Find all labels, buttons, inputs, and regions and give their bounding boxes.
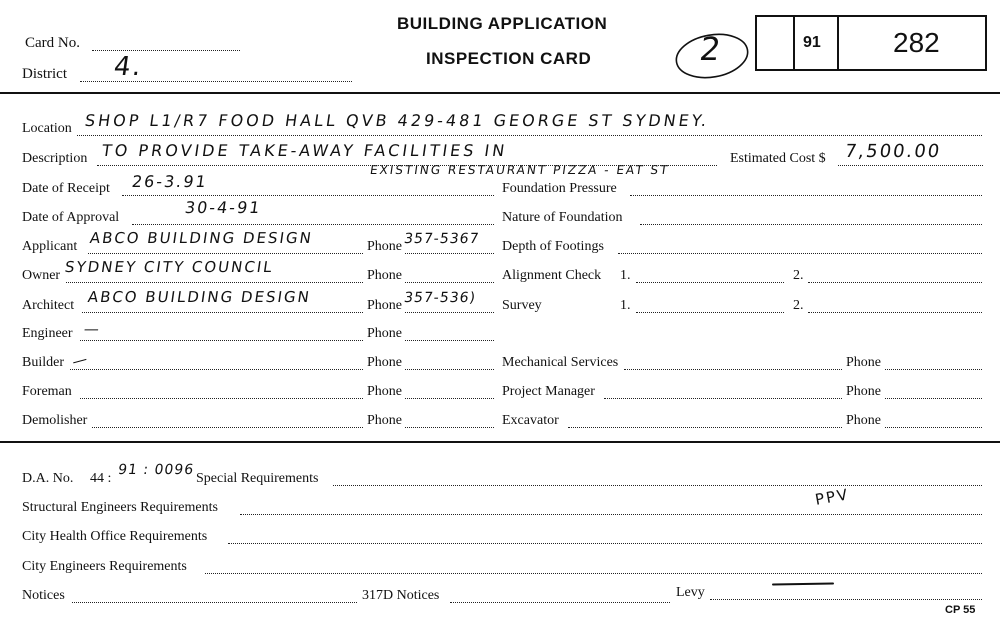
survey-2-label: 2.: [793, 298, 804, 313]
notices-317d-line: [450, 602, 670, 603]
foreman-line: [80, 398, 363, 399]
demolisher-line: [92, 427, 363, 428]
foundation-pressure-label: Foundation Pressure: [502, 181, 617, 196]
special-requirements-note: PPV: [813, 485, 851, 509]
card-no-label: Card No.: [25, 35, 80, 51]
builder-phone-line: [405, 369, 494, 370]
location-line: [77, 135, 982, 136]
foreman-phone-label: Phone: [367, 384, 402, 399]
survey-2-line: [808, 312, 982, 313]
nature-of-foundation-label: Nature of Foundation: [502, 210, 623, 225]
project-manager-label: Project Manager: [502, 384, 595, 399]
excavator-line: [568, 427, 842, 428]
da-no-prefix: 44 :: [90, 471, 112, 486]
form-title-line2: INSPECTION CARD: [426, 49, 592, 68]
demolisher-phone-line: [405, 427, 494, 428]
code-box-blank: [755, 15, 795, 71]
applicant-value: ABCO BUILDING DESIGN: [88, 229, 315, 247]
depth-of-footings-line: [618, 253, 982, 254]
alignment-check-2-label: 2.: [793, 268, 804, 283]
survey-1-label: 1.: [620, 298, 631, 313]
city-health-line: [228, 543, 982, 544]
applicant-line: [88, 253, 363, 254]
owner-line: [66, 282, 363, 283]
excavator-phone-line: [885, 427, 982, 428]
builder-label: Builder: [22, 355, 64, 370]
levy-line: [710, 599, 982, 600]
code-small: 91: [803, 34, 821, 51]
city-engineers-label: City Engineers Requirements: [22, 559, 187, 574]
applicant-label: Applicant: [22, 239, 78, 254]
description-label: Description: [22, 151, 88, 166]
owner-label: Owner: [22, 268, 61, 283]
owner-phone-label: Phone: [367, 268, 402, 283]
notices-label: Notices: [22, 588, 65, 603]
circled-number: 2: [697, 30, 726, 68]
form-title-line1: BUILDING APPLICATION: [397, 14, 608, 33]
architect-phone-label: Phone: [367, 298, 402, 313]
alignment-check-2-line: [808, 282, 982, 283]
owner-value: SYDNEY CITY COUNCIL: [63, 258, 275, 276]
alignment-check-1-line: [636, 282, 784, 283]
header-divider: [0, 92, 1000, 94]
applicant-phone-value: 357-5367: [402, 231, 481, 247]
demolisher-phone-label: Phone: [367, 413, 402, 428]
notices-line: [72, 602, 357, 603]
demolisher-label: Demolisher: [22, 413, 88, 428]
alignment-check-1-label: 1.: [620, 268, 631, 283]
da-no-value: 91 : 0096: [116, 462, 196, 478]
code-large: 282: [893, 27, 940, 58]
builder-value: —: [69, 349, 92, 371]
owner-phone-line: [405, 282, 494, 283]
project-manager-line: [604, 398, 842, 399]
architect-phone-line: [405, 312, 494, 313]
structural-engineers-line: [240, 514, 982, 515]
foreman-phone-line: [405, 398, 494, 399]
date-of-approval-line: [132, 224, 494, 225]
levy-dash-mark: [772, 582, 834, 585]
applicant-phone-label: Phone: [367, 239, 402, 254]
builder-line: [70, 369, 363, 370]
district-label: District: [22, 66, 67, 82]
excavator-phone-label: Phone: [846, 413, 881, 428]
city-health-label: City Health Office Requirements: [22, 529, 208, 544]
excavator-label: Excavator: [502, 413, 559, 428]
city-engineers-line: [205, 573, 982, 574]
date-of-receipt-line: [122, 195, 494, 196]
form-code: CP 55: [945, 604, 976, 616]
architect-value: ABCO BUILDING DESIGN: [86, 288, 313, 306]
date-of-receipt-value: 26-3.91: [130, 172, 210, 191]
engineer-line: [80, 340, 363, 341]
survey-1-line: [636, 312, 784, 313]
section-divider: [0, 441, 1000, 443]
engineer-value: —: [82, 320, 103, 338]
notices-317d-label: 317D Notices: [362, 588, 440, 603]
location-value: SHOP L1/R7 FOOD HALL QVB 429-481 GEORGE ST SYDNEY.: [83, 111, 711, 130]
special-requirements-label: Special Requirements: [196, 471, 319, 486]
depth-of-footings-label: Depth of Footings: [502, 239, 604, 254]
foreman-label: Foreman: [22, 384, 72, 399]
engineer-phone-label: Phone: [367, 326, 402, 341]
date-of-approval-value: 30-4-91: [183, 198, 263, 217]
mechanical-services-phone-line: [885, 369, 982, 370]
foundation-pressure-line: [630, 195, 982, 196]
engineer-label: Engineer: [22, 326, 73, 341]
architect-label: Architect: [22, 298, 75, 313]
levy-label: Levy: [676, 585, 705, 600]
da-no-label: D.A. No.: [22, 471, 74, 486]
mechanical-services-label: Mechanical Services: [502, 355, 619, 370]
description-value: TO PROVIDE TAKE-AWAY FACILITIES IN: [100, 141, 509, 160]
mechanical-services-line: [624, 369, 842, 370]
structural-engineers-label: Structural Engineers Requirements: [22, 500, 218, 515]
card-no-line: [92, 50, 240, 51]
location-label: Location: [22, 121, 72, 136]
description-value-2: EXISTING RESTAURANT PIZZA - EAT ST: [369, 163, 671, 177]
estimated-cost-value: 7,500.00: [843, 141, 943, 162]
engineer-phone-line: [405, 340, 494, 341]
estimated-cost-line: [838, 165, 983, 166]
builder-phone-label: Phone: [367, 355, 402, 370]
applicant-phone-line: [405, 253, 494, 254]
mechanical-services-phone-label: Phone: [846, 355, 881, 370]
project-manager-phone-line: [885, 398, 982, 399]
survey-label: Survey: [502, 298, 542, 313]
special-requirements-line: [333, 485, 982, 486]
district-value: 4.: [111, 52, 145, 82]
date-of-receipt-label: Date of Receipt: [22, 181, 110, 196]
architect-phone-value: 357-536): [402, 290, 478, 306]
nature-of-foundation-line: [640, 224, 982, 225]
architect-line: [82, 312, 363, 313]
alignment-check-label: Alignment Check: [502, 268, 602, 283]
date-of-approval-label: Date of Approval: [22, 210, 120, 225]
project-manager-phone-label: Phone: [846, 384, 881, 399]
estimated-cost-label: Estimated Cost $: [730, 151, 826, 166]
